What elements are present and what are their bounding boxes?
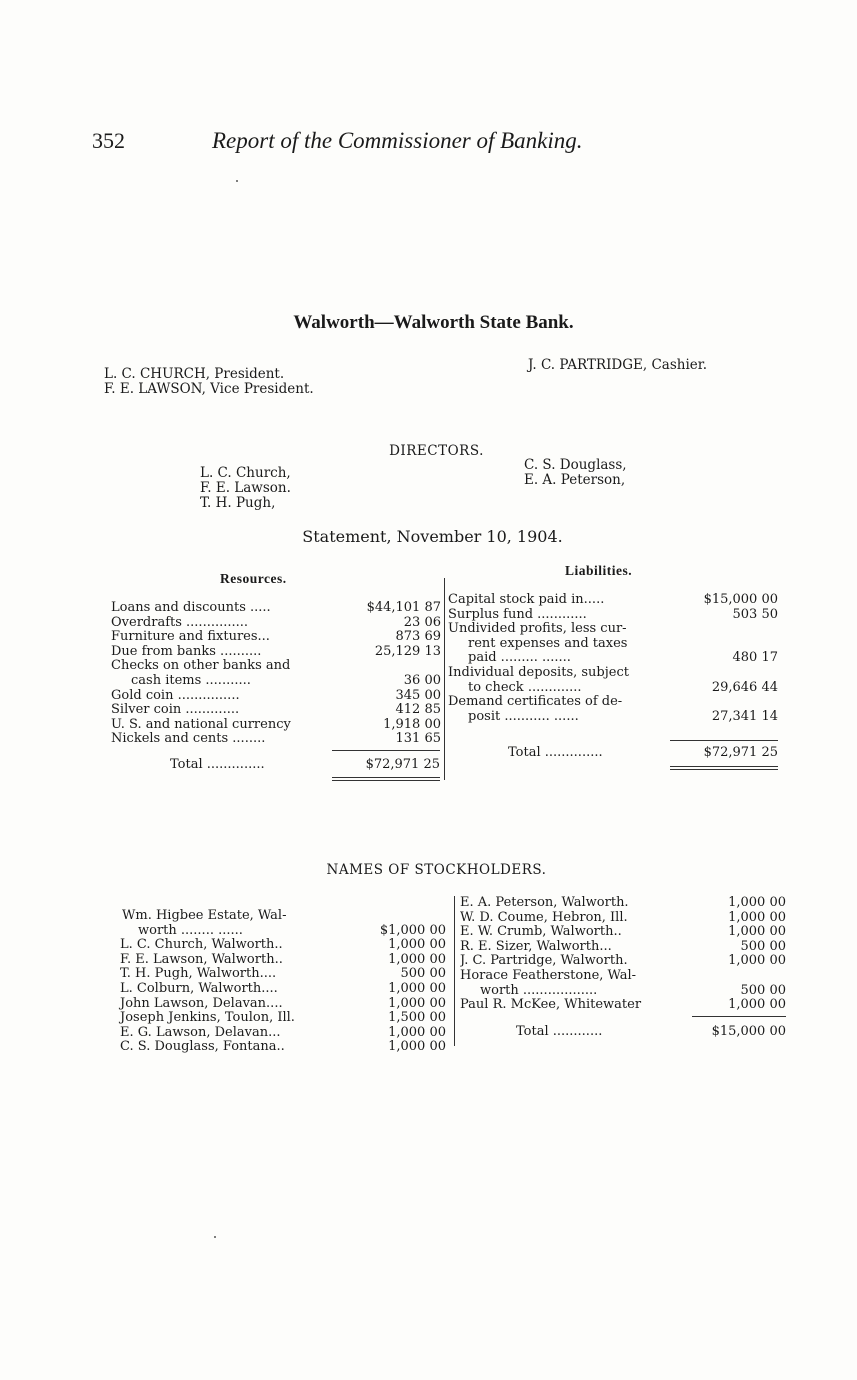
liabilities-table <box>448 593 778 724</box>
liabilities-double-rule <box>670 769 778 770</box>
stockholder-amount: 1,000 00 <box>728 953 786 969</box>
liability-amount <box>686 637 778 652</box>
stockholder-name: W. D. Coume, Hebron, Ill. <box>460 910 628 925</box>
stockholders-total-row <box>516 1025 786 1040</box>
liability-label: paid ......... ....... <box>468 651 571 666</box>
stockholder-amount <box>354 909 446 924</box>
liability-row <box>448 666 778 681</box>
stockholder-amount: 1,000 00 <box>728 997 786 1013</box>
liability-label: to check ............. <box>468 680 582 695</box>
resource-amount <box>349 659 441 674</box>
liability-amount <box>686 622 778 637</box>
stockholder-row <box>116 997 446 1012</box>
resource-amount: $44,101 87 <box>366 600 441 615</box>
stockholder-name: J. C. Partridge, Walworth. <box>460 954 628 969</box>
resource-amount: 412 85 <box>395 702 441 718</box>
stockholders-total-rule <box>692 1016 786 1017</box>
stockholder-row <box>460 984 786 999</box>
director-name: L. C. Church, <box>200 465 291 481</box>
resource-row <box>111 630 441 645</box>
liability-amount <box>686 666 778 681</box>
resource-row <box>111 732 441 747</box>
liability-amount: 503 50 <box>732 606 778 622</box>
liability-amount: 480 17 <box>732 650 778 666</box>
stockholder-row <box>116 982 446 997</box>
stockholder-amount: 1,000 00 <box>388 1024 446 1040</box>
officers-left <box>104 367 314 397</box>
stockholder-name: E. G. Lawson, Delavan... <box>120 1025 281 1040</box>
resource-label: Furniture and fixtures... <box>111 630 270 645</box>
resource-amount: 36 00 <box>403 672 441 688</box>
director-name: T. H. Pugh, <box>200 495 276 511</box>
stockholder-amount: 500 00 <box>740 938 786 954</box>
liabilities-total: $72,971 25 <box>703 745 778 760</box>
stockholder-amount: 1,000 00 <box>388 995 446 1011</box>
stockholders-total: $15,000 00 <box>711 1024 786 1039</box>
stockholder-row <box>460 998 786 1013</box>
resource-amount: 131 65 <box>395 731 441 747</box>
stockholder-amount: 1,000 00 <box>388 980 446 996</box>
resource-row <box>111 674 441 689</box>
directors-right <box>524 458 627 488</box>
resources-total-rule <box>332 750 440 751</box>
stockholder-name: C. S. Douglass, Fontana.. <box>120 1040 285 1055</box>
stockholder-row <box>116 924 446 939</box>
cashier: J. C. PARTRIDGE, Cashier. <box>528 357 708 373</box>
liability-label: Capital stock paid in..... <box>448 593 605 607</box>
director-name: C. S. Douglass, <box>524 457 627 473</box>
resource-row <box>111 718 441 733</box>
resource-label: U. S. and national currency <box>111 717 291 732</box>
liability-label: Undivided profits, less cur- <box>448 622 627 637</box>
vice-president: F. E. LAWSON, Vice President. <box>104 381 314 397</box>
resource-amount: 345 00 <box>395 687 441 703</box>
liability-amount <box>686 695 778 710</box>
liability-amount: 29,646 44 <box>711 679 778 695</box>
resource-amount: 873 69 <box>395 629 441 645</box>
liability-label: posit ........... ...... <box>468 709 579 724</box>
stockholder-name: L. Colburn, Walworth.... <box>120 981 278 996</box>
president: L. C. CHURCH, President. <box>104 366 285 382</box>
liabilities-total-rule <box>670 740 778 741</box>
resources-double-rule <box>332 780 440 781</box>
liabilities-total-label: Total .............. <box>508 746 603 760</box>
liability-row <box>448 651 778 666</box>
liability-label: Individual deposits, subject <box>448 665 629 680</box>
stockholder-amount: 1,000 00 <box>728 909 786 925</box>
liability-row <box>448 695 778 710</box>
director-name: E. A. Peterson, <box>524 472 626 488</box>
stockholder-name: R. E. Sizer, Walworth... <box>460 939 612 954</box>
stockholder-row <box>116 938 446 953</box>
resource-row <box>111 703 441 718</box>
stockholder-name: T. H. Pugh, Walworth.... <box>120 967 277 982</box>
resource-label: Gold coin ............... <box>111 688 240 703</box>
liability-label: Demand certificates of de- <box>448 695 623 710</box>
resource-label: Loans and discounts ..... <box>111 601 271 615</box>
resource-row <box>111 616 441 631</box>
print-speck <box>236 180 238 182</box>
stockholder-row <box>116 953 446 968</box>
stockholder-amount: $1,000 00 <box>379 922 446 938</box>
statement-divider <box>444 578 445 780</box>
resource-amount: 25,129 13 <box>374 643 441 659</box>
stockholders-heading: NAMES OF STOCKHOLDERS. <box>326 862 547 878</box>
running-title: Report of the Commissioner of Banking. <box>212 128 583 153</box>
resource-row <box>111 601 441 616</box>
resources-double-rule <box>332 777 440 778</box>
liabilities-total-row <box>508 746 778 761</box>
stockholder-amount: 1,000 00 <box>388 951 446 967</box>
stockholder-row <box>460 925 786 940</box>
stockholder-amount <box>694 969 786 984</box>
print-speck <box>214 1236 216 1238</box>
bank-title: Walworth—Walworth State Bank. <box>293 312 574 333</box>
stockholder-amount: 1,000 00 <box>728 895 786 910</box>
stockholder-row <box>460 969 786 984</box>
stockholder-name: John Lawson, Delavan.... <box>120 996 283 1011</box>
stockholder-name: E. W. Crumb, Walworth.. <box>460 925 622 940</box>
resource-label: cash items ........... <box>131 673 251 688</box>
page-header <box>92 128 583 154</box>
stockholder-name: Joseph Jenkins, Toulon, Ill. <box>120 1011 295 1026</box>
liability-label: rent expenses and taxes <box>468 636 628 651</box>
stockholder-row <box>460 896 786 911</box>
stockholder-row <box>460 911 786 926</box>
resource-amount: 23 06 <box>403 614 441 630</box>
liability-amount: 27,341 14 <box>711 708 778 724</box>
liability-label: Surplus fund ............ <box>448 607 587 622</box>
stockholders-right <box>460 896 786 1013</box>
directors-heading: DIRECTORS. <box>389 443 484 459</box>
liability-row <box>448 608 778 623</box>
resource-label: Checks on other banks and <box>111 659 291 674</box>
stockholder-name: F. E. Lawson, Walworth.. <box>120 952 283 967</box>
stockholders-left <box>116 909 446 1055</box>
stockholder-row <box>116 967 446 982</box>
liability-row <box>448 681 778 696</box>
resources-total: $72,971 25 <box>365 757 440 772</box>
stockholder-row <box>116 1011 446 1026</box>
directors-left <box>200 466 291 511</box>
stockholder-name: Horace Featherstone, Wal- <box>460 968 637 983</box>
stockholder-name: Wm. Higbee Estate, Wal- <box>122 909 287 923</box>
page-number: 352 <box>92 128 125 153</box>
liability-row <box>448 593 778 608</box>
stockholder-row <box>116 1040 446 1055</box>
stockholder-amount: 500 00 <box>740 982 786 998</box>
stockholder-amount: 1,500 00 <box>388 1010 446 1026</box>
liabilities-double-rule <box>670 766 778 767</box>
resource-label: Nickels and cents ........ <box>111 732 266 747</box>
stockholders-total-label: Total ............ <box>516 1025 603 1039</box>
stockholder-amount: 1,000 00 <box>728 924 786 940</box>
resource-row <box>111 659 441 674</box>
director-name: F. E. Lawson. <box>200 480 291 496</box>
liability-row <box>448 622 778 637</box>
stockholders-divider <box>454 896 455 1046</box>
resources-table <box>111 601 441 747</box>
resources-total-row <box>170 758 440 773</box>
stockholder-name: L. C. Church, Walworth.. <box>120 938 283 953</box>
stockholder-row <box>116 1026 446 1041</box>
liability-amount: $15,000 00 <box>703 592 778 607</box>
liability-row <box>448 637 778 652</box>
resource-amount: 1,918 00 <box>383 716 441 732</box>
stockholder-amount: 1,000 00 <box>388 937 446 953</box>
stockholder-row <box>460 954 786 969</box>
stockholder-name: worth ........ ...... <box>138 923 243 938</box>
liability-row <box>448 710 778 725</box>
resources-total-label: Total .............. <box>170 758 265 772</box>
resource-row <box>111 689 441 704</box>
statement-title: Statement, November 10, 1904. <box>302 527 563 546</box>
resource-label: Due from banks .......... <box>111 644 262 659</box>
resource-row <box>111 645 441 660</box>
stockholder-amount: 500 00 <box>400 966 446 982</box>
stockholder-name: worth .................. <box>480 983 598 998</box>
stockholder-name: E. A. Peterson, Walworth. <box>460 896 629 910</box>
stockholder-row <box>116 909 446 924</box>
stockholder-amount: 1,000 00 <box>388 1039 446 1055</box>
stockholder-row <box>460 940 786 955</box>
liabilities-heading: Liabilities. <box>565 563 633 578</box>
resource-label: Overdrafts ............... <box>111 615 249 630</box>
resources-heading: Resources. <box>220 571 287 586</box>
stockholder-name: Paul R. McKee, Whitewater <box>460 998 642 1013</box>
resource-label: Silver coin ............. <box>111 703 240 718</box>
